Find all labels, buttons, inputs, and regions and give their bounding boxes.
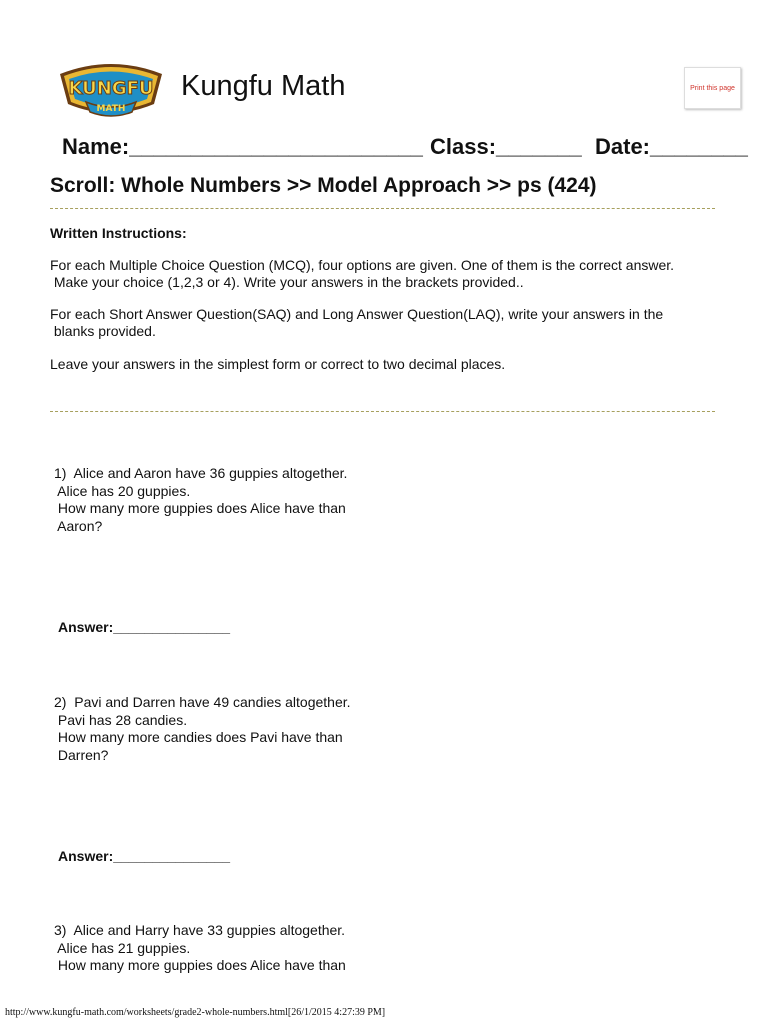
instructions-mcq-line-2: Make your choice (1,2,3 or 4). Write your answers in the brackets provided.. — [50, 274, 524, 290]
question-line: Pavi has 28 candies. — [54, 711, 188, 728]
question-line: Darren? — [54, 746, 109, 763]
class-field: Class:_______ — [430, 134, 582, 159]
instructions-simplest: Leave your answers in the simplest form or correct to two decimal places. — [50, 356, 506, 372]
question-2 — [54, 694, 351, 764]
instructions-saq — [50, 306, 663, 340]
answer-2: Answer:_______________ — [58, 848, 231, 864]
question-line: Alice has 20 guppies. — [54, 482, 191, 499]
instructions-heading: Written Instructions: — [50, 225, 187, 241]
divider-bottom — [50, 411, 715, 412]
question-1 — [54, 465, 347, 535]
question-3 — [54, 922, 346, 975]
instructions-saq-line-2: blanks provided. — [50, 323, 156, 339]
scroll-title: Scroll: Whole Numbers >> Model Approach >> ps (424) — [50, 174, 597, 197]
answer-1: Answer:_______________ — [58, 619, 231, 635]
question-line: How many more guppies does Alice have than — [54, 500, 346, 516]
app-title: Kungfu Math — [181, 70, 346, 102]
instructions-mcq-line-1: For each Multiple Choice Question (MCQ), four options are given. One of them is the correct answer. — [50, 257, 675, 273]
logo-text-bottom: MATH — [96, 104, 126, 114]
instructions-saq-line-1: For each Short Answer Question(SAQ) and Long Answer Question(LAQ), write your answers in the — [50, 306, 664, 322]
question-line: Alice has 21 guppies. — [54, 939, 191, 956]
kungfu-math-logo[interactable] — [56, 58, 166, 120]
student-fields-row — [62, 134, 752, 162]
name-field: Name:________________________ — [62, 134, 423, 159]
question-line: How many more candies does Pavi have than — [54, 729, 343, 745]
instructions-mcq — [50, 257, 674, 291]
question-line: 1) Alice and Aaron have 36 guppies altogether. — [54, 465, 348, 481]
question-line: 2) Pavi and Darren have 49 candies altogether. — [54, 694, 351, 710]
print-page-button[interactable]: Print this page — [684, 67, 741, 109]
question-line: How many more guppies does Alice have than — [54, 957, 346, 973]
question-line: Aaron? — [54, 517, 103, 534]
footer-url: http://www.kungfu-math.com/worksheets/grade2-whole-numbers.html[26/1/2015 4:27:39 PM] — [5, 1007, 386, 1018]
logo-emblem-icon — [56, 58, 166, 120]
date-field: Date:________ — [595, 134, 748, 159]
question-line: 3) Alice and Harry have 33 guppies altogether. — [54, 922, 346, 938]
divider-top — [50, 208, 715, 209]
logo-text-top: KUNGFU — [68, 78, 154, 99]
